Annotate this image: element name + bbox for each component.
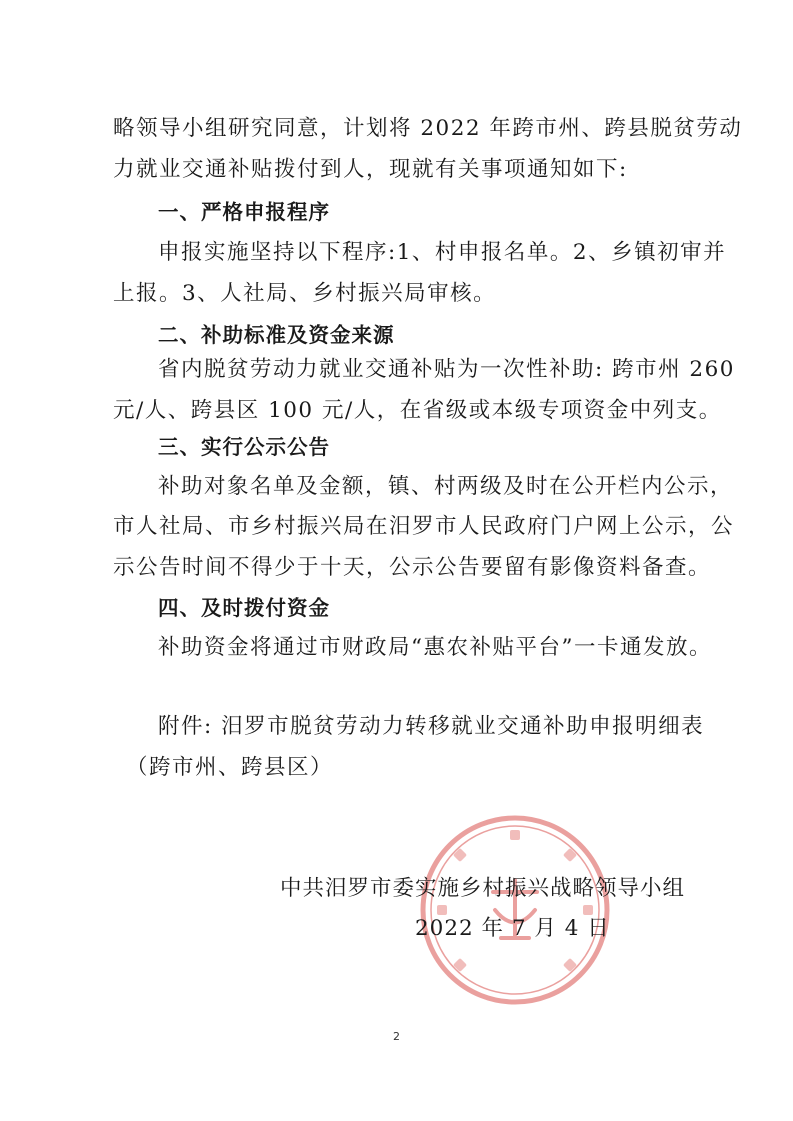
section-3-line-3: 示公告时间不得少于十天，公示公告要留有影像资料备查。 (113, 555, 712, 580)
section-4-line-1: 补助资金将通过市财政局“惠农补贴平台”一卡通发放。 (158, 635, 712, 660)
signature-date: 2022 年 7 月 4 日 (415, 916, 610, 941)
section-1-line-2: 上报。3、人社局、乡村振兴局审核。 (113, 281, 497, 306)
section-2-line-2: 元/人、跨县区 100 元/人，在省级或本级专项资金中列支。 (113, 398, 722, 423)
section-2-heading: 二、补助标准及资金来源 (158, 323, 395, 347)
signature-org: 中共汨罗市委实施乡村振兴战略领导小组 (280, 876, 686, 901)
section-3-line-2: 市人社局、市乡村振兴局在汨罗市人民政府门户网上公示，公 (113, 514, 735, 539)
attachment-line-1: 附件: 汨罗市脱贫劳动力转移就业交通补助申报明细表 (158, 714, 705, 739)
section-1-heading: 一、严格申报程序 (158, 200, 330, 224)
intro-line-2: 力就业交通补贴拨付到人，现就有关事项通知如下: (113, 157, 628, 182)
section-3-heading: 三、实行公示公告 (158, 435, 330, 459)
attachment-line-2: （跨市州、跨县区） (126, 755, 334, 780)
section-4-heading: 四、及时拨付资金 (158, 596, 330, 620)
official-seal-icon (415, 810, 615, 1010)
intro-line-1: 略领导小组研究同意，计划将 2022 年跨市州、跨县脱贫劳动 (113, 116, 743, 141)
page-number: 2 (393, 1030, 400, 1043)
section-2-line-1: 省内脱贫劳动力就业交通补贴为一次性补助: 跨市州 260 (158, 357, 735, 382)
section-1-line-1: 申报实施坚持以下程序:1、村申报名单。2、乡镇初审并 (158, 240, 727, 265)
section-3-line-1: 补助对象名单及金额，镇、村两级及时在公开栏内公示， (158, 474, 734, 499)
